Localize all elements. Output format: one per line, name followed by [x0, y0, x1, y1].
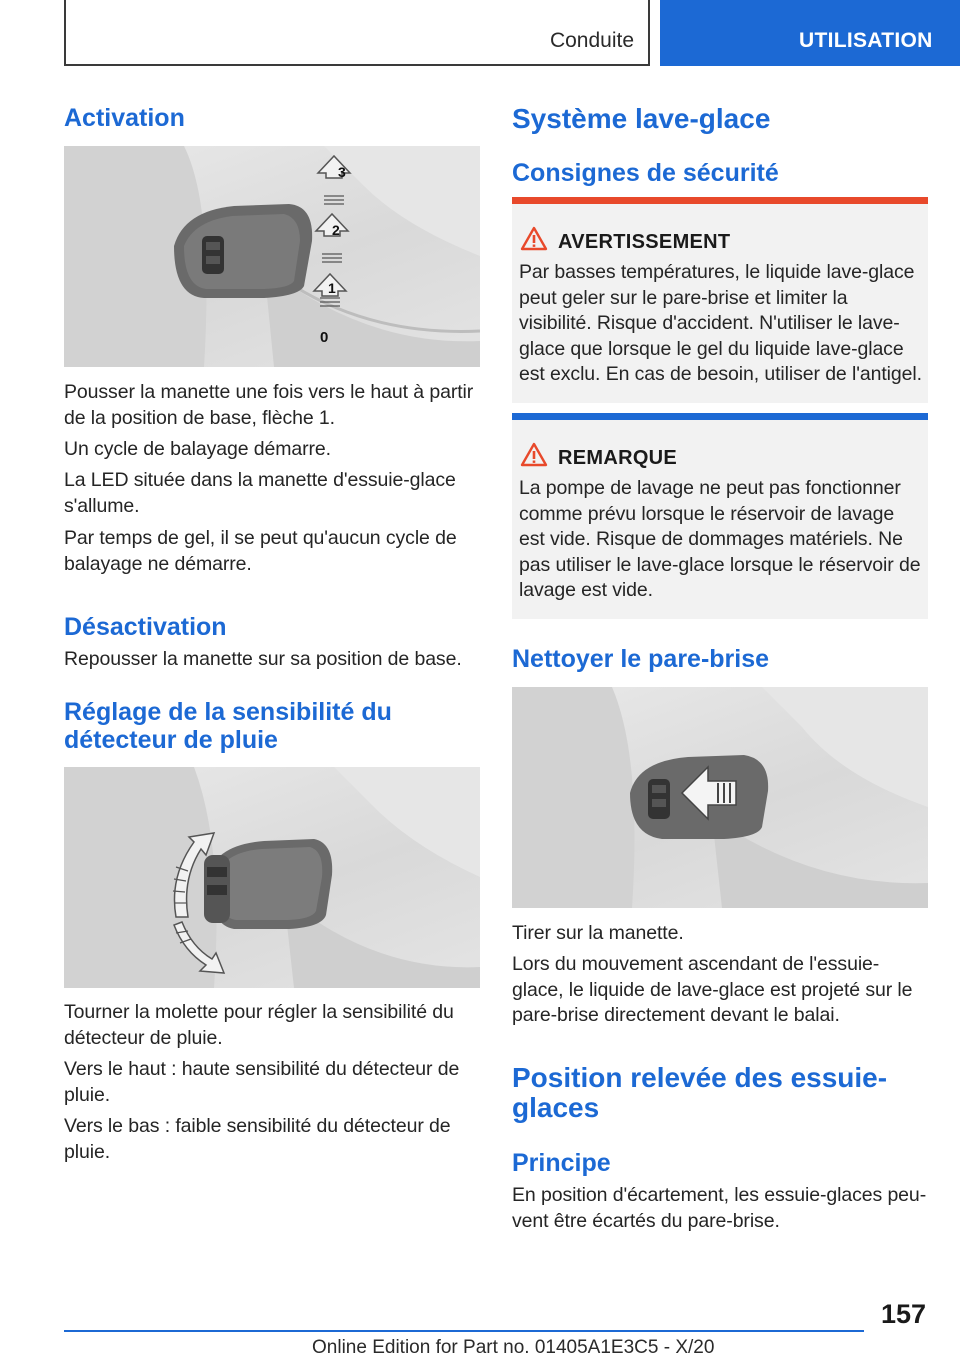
washer-system-heading: Système lave-glace: [512, 103, 771, 134]
deactivation-heading: Désactivation: [64, 613, 227, 641]
header-section-tab: [64, 0, 650, 66]
position-label-0: 0: [320, 329, 329, 346]
warning-text: Par basses températures, le liquide lave-glace peut geler sur le pare-brise et limiter la visibilité. Risque d'accident. N'utiliser le lave-glace que lorsque le gel du liquide lave-glace est exclu. En cas de besoin, utiliser de l'antigel.: [519, 261, 922, 385]
activation-paragraph-3: La LED située dans la manette d'essuie-glace s'allume.: [64, 469, 456, 517]
sensitivity-heading-line2: détecteur de pluie: [64, 726, 278, 754]
note-text: La pompe de lavage ne peut pas fonctionner comme prévu lorsque le réservoir de lavage est vide. Risque de dommages matériels. Ne pas utiliser le lave-glace lorsque le réservoir de lavage est vide.: [519, 477, 921, 601]
sensitivity-heading-line1: Réglage de la sensibilité du: [64, 698, 392, 726]
caution-triangle-icon: [520, 442, 548, 467]
figure-rain-sensor-wheel: [64, 767, 480, 988]
warning-box: [512, 197, 928, 403]
clean-paragraph-2: Lors du mouvement ascendant de l'essuie-glace, le liquide de lave-glace est projeté sur le pare-brise directement devant le balai.: [512, 953, 913, 1026]
clean-paragraph-1: Tirer sur la manette.: [512, 922, 684, 944]
warning-label: AVERTISSEMENT: [558, 231, 731, 253]
principle-paragraph: En position d'écartement, les essuie-glaces peuvent être écartés du pare-brise.: [512, 1184, 927, 1232]
position-label-1: 1: [328, 280, 336, 296]
footer-edition-text: Online Edition for Part no. 01405A1E3C5 - X/20: [312, 1337, 715, 1358]
position-label-3: 3: [338, 164, 346, 180]
position-label-2: 2: [332, 222, 340, 238]
principle-heading: Principe: [512, 1149, 611, 1177]
raised-position-heading-line2: glaces: [512, 1092, 600, 1123]
sensitivity-paragraph-3: Vers le bas : faible sensibilité du détecteur de pluie.: [64, 1115, 451, 1163]
activation-paragraph-2: Un cycle de balayage démarre.: [64, 438, 331, 460]
header-chapter-label: UTILISATION: [799, 29, 933, 52]
wiper-lever-positions-illustration: [64, 146, 480, 367]
sensitivity-paragraph-2: Vers le haut : haute sensibilité du détecteur de pluie.: [64, 1058, 460, 1106]
activation-paragraph-4: Par temps de gel, il se peut qu'aucun cycle de balayage ne démarre.: [64, 527, 457, 575]
note-box: [512, 413, 928, 619]
footer-divider: [64, 1330, 864, 1332]
page-number: 157: [880, 1299, 926, 1329]
activation-heading: Activation: [64, 104, 185, 132]
header-chapter-tab: [660, 0, 960, 66]
clean-windshield-heading: Nettoyer le pare-brise: [512, 645, 770, 673]
raised-position-heading-line1: Position relevée des essuie-: [512, 1062, 888, 1093]
pull-lever-illustration: [512, 687, 928, 908]
figure-wiper-lever-positions: [64, 146, 480, 367]
header-section-label: Conduite: [549, 29, 634, 52]
rain-sensor-wheel-illustration: [64, 767, 480, 988]
warning-triangle-icon: [520, 226, 548, 251]
activation-paragraph-1: Pousser la manette une fois vers le haut à partir de la position de base, flèche 1.: [64, 381, 474, 429]
sensitivity-paragraph-1: Tourner la molette pour régler la sensibilité du détecteur de pluie.: [64, 1001, 454, 1049]
deactivation-paragraph: Repousser la manette sur sa position de base.: [64, 648, 462, 670]
figure-pull-lever: [512, 687, 928, 908]
safety-instructions-heading: Consignes de sécurité: [512, 159, 779, 187]
note-label: REMARQUE: [558, 447, 678, 469]
